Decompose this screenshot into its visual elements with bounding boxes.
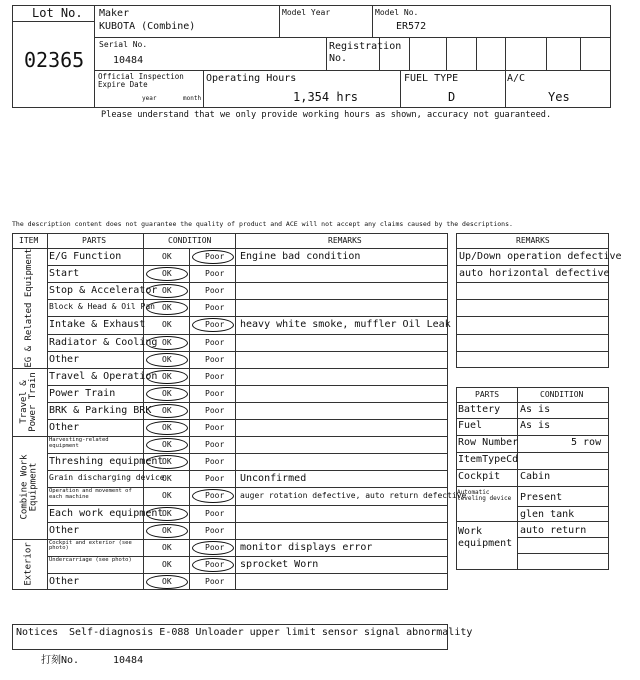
divider	[47, 573, 448, 574]
serial-label: Serial No.	[99, 40, 148, 49]
item-header: ITEM	[19, 236, 39, 245]
divider	[12, 21, 94, 22]
ok-label: OK	[162, 423, 172, 432]
part-label: Other	[49, 353, 80, 365]
divider	[47, 265, 448, 266]
part-label: Power Train	[49, 387, 116, 399]
work-value-1: glen tank	[520, 509, 575, 520]
battery-label: Battery	[458, 404, 501, 415]
part-label: Operation and movement of each machine	[49, 488, 132, 501]
divider	[94, 37, 611, 38]
divider	[47, 299, 448, 300]
month-label: month	[183, 95, 202, 102]
auto-leveling-label: Automatic leveling device	[457, 489, 512, 503]
poor-label: Poor	[205, 320, 225, 330]
divider	[47, 505, 448, 506]
ok-circle	[146, 575, 188, 589]
poor-label: Poor	[205, 303, 225, 313]
poor-label: Poor	[205, 491, 225, 501]
ok-circle	[146, 353, 188, 367]
poor-label: Poor	[205, 440, 225, 450]
part-label: Radiator & Cooling	[49, 336, 158, 348]
ac-label: A/C	[507, 73, 526, 84]
ok-label: OK	[162, 320, 172, 330]
group-label: Travel & Power Train	[19, 372, 39, 432]
inspection-label: Official Inspection Expire Date	[98, 72, 184, 89]
divider	[580, 37, 581, 70]
part-label: Other	[49, 422, 80, 433]
divider	[456, 469, 609, 470]
group-label: Combine Work Equipment	[19, 454, 39, 520]
divider	[456, 282, 609, 283]
divider	[400, 70, 401, 108]
divider	[446, 37, 447, 70]
item-type-label: ItemTypeCd	[458, 454, 519, 465]
poor-label: Poor	[205, 525, 225, 535]
poor-label: Poor	[205, 371, 225, 381]
divider	[47, 453, 448, 454]
divider	[12, 368, 448, 369]
row-number-label: Row Number	[458, 437, 519, 448]
divider	[456, 351, 609, 352]
remark-text: Unconfirmed	[240, 473, 307, 485]
ok-circle	[146, 404, 188, 418]
ok-label: OK	[162, 440, 172, 450]
divider	[47, 385, 448, 386]
condition-header: CONDITION	[168, 236, 212, 245]
poor-label: Poor	[205, 559, 225, 569]
divider	[47, 351, 448, 352]
remark-line: auto horizontal defective	[459, 268, 610, 280]
group-label: EG & Related Equipment	[23, 248, 34, 368]
poor-label: Poor	[205, 542, 225, 552]
serial-value: 10484	[113, 55, 144, 66]
parts-header: PARTS	[82, 236, 107, 245]
divider	[47, 282, 448, 283]
ok-label: OK	[162, 405, 172, 415]
lot-label: Lot No.	[32, 6, 83, 20]
parts-header: PARTS	[475, 390, 500, 399]
ok-label: OK	[162, 252, 172, 261]
poor-label: Poor	[205, 252, 225, 261]
poor-label: Poor	[205, 508, 225, 518]
notices-text: Self-diagnosis E-088 Unloader upper limit sensor signal abnormality	[69, 627, 473, 638]
divider	[517, 387, 518, 570]
ok-label: OK	[162, 474, 172, 484]
work-value-2: auto return	[520, 525, 587, 536]
divider	[476, 37, 477, 70]
hours-label: Operating Hours	[206, 73, 297, 84]
ok-label: OK	[162, 576, 172, 586]
divider	[505, 37, 506, 70]
divider	[546, 37, 547, 70]
fuel-type-value: D	[448, 90, 456, 104]
divider	[47, 419, 448, 420]
hours-value: 1,354 hrs	[293, 90, 359, 104]
lot-number: 02365	[24, 48, 85, 72]
remark-text: auger rotation defective, auto return defective	[240, 491, 467, 501]
divider	[94, 5, 95, 108]
divider	[456, 435, 609, 436]
ok-label: OK	[162, 337, 172, 347]
divider	[456, 486, 609, 487]
part-label: Each work equipment	[49, 507, 164, 519]
ok-circle	[146, 507, 188, 521]
divider	[456, 316, 609, 317]
ok-label: OK	[162, 559, 172, 569]
divider	[94, 70, 611, 71]
remark-text: monitor displays error	[240, 541, 373, 553]
poor-label: Poor	[205, 405, 225, 415]
divider	[203, 70, 204, 108]
divider	[517, 506, 609, 507]
ok-circle	[146, 370, 188, 384]
fuel-value: As is	[520, 420, 551, 431]
part-label: Travel & Operation	[49, 370, 158, 382]
model-no-value: ER572	[396, 21, 427, 32]
ok-label: OK	[162, 457, 172, 467]
poor-label: Poor	[205, 269, 225, 279]
battery-value: As is	[520, 404, 551, 415]
remarks-header: REMARKS	[516, 236, 550, 245]
cockpit-value: Cabin	[520, 471, 551, 482]
poor-label: Poor	[205, 474, 225, 484]
auto-leveling-value: Present	[520, 492, 563, 503]
part-label: Other	[49, 575, 80, 587]
maker-label: Maker	[99, 8, 130, 19]
part-label: Intake & Exhaust	[49, 319, 146, 331]
ok-circle	[146, 336, 188, 350]
poor-label: Poor	[205, 286, 225, 296]
divider	[47, 522, 448, 523]
poor-label: Poor	[205, 457, 225, 467]
part-label: Undercarriage (see photo)	[49, 556, 132, 563]
ok-circle	[146, 438, 188, 452]
divider	[12, 248, 448, 249]
divider	[47, 334, 448, 335]
ok-circle	[146, 524, 188, 538]
divider	[47, 402, 448, 403]
registration-label: Registration No.	[329, 41, 402, 64]
ok-label: OK	[162, 508, 172, 518]
part-label: Other	[49, 524, 80, 536]
ok-circle	[146, 267, 188, 281]
divider	[326, 37, 327, 70]
remark-text: heavy white smoke, muffler Oil Leak	[240, 319, 451, 331]
part-label: Grain discharging device	[49, 473, 165, 483]
ok-label: OK	[162, 269, 172, 279]
divider	[517, 537, 609, 538]
stamp-value: 10484	[113, 655, 144, 666]
divider	[456, 265, 609, 266]
divider	[409, 37, 410, 70]
hours-note: Please understand that we only provide working hours as shown, accuracy not guaranteed.	[101, 110, 552, 120]
poor-label: Poor	[205, 337, 225, 347]
poor-circle	[192, 541, 234, 555]
stamp-label: 打刻No.	[41, 655, 80, 666]
remark-line: Up/Down operation defective	[459, 251, 622, 262]
part-label: Cockpit and exterior (see photo)	[49, 539, 132, 552]
model-year-label: Model Year	[282, 8, 331, 17]
divider	[279, 5, 280, 37]
remark-text: sprocket Worn	[240, 558, 319, 570]
divider	[47, 470, 448, 471]
ok-label: OK	[162, 525, 172, 535]
divider	[456, 452, 609, 453]
divider	[456, 299, 609, 300]
ok-label: OK	[162, 286, 172, 296]
part-label: E/G Function	[49, 251, 122, 262]
poor-label: Poor	[205, 423, 225, 432]
maker-value: KUBOTA (Combine)	[99, 21, 196, 32]
ok-label: OK	[162, 354, 172, 364]
fuel-type-label: FUEL TYPE	[404, 73, 459, 84]
poor-circle	[192, 250, 234, 264]
ok-label: OK	[162, 303, 172, 313]
remark-text: Engine bad condition	[240, 251, 361, 262]
cockpit-label: Cockpit	[458, 471, 501, 482]
notices-label: Notices	[16, 627, 59, 638]
divider	[456, 334, 609, 335]
condition-header: CONDITION	[540, 390, 584, 399]
divider	[47, 233, 48, 590]
fuel-label: Fuel	[458, 420, 483, 431]
ok-label: OK	[162, 371, 172, 381]
divider	[517, 553, 609, 554]
part-label: Threshing equipment	[49, 456, 164, 468]
divider	[372, 5, 373, 37]
poor-label: Poor	[205, 576, 225, 586]
poor-label: Poor	[205, 388, 225, 398]
year-label: year	[142, 95, 157, 102]
work-equipment-label: Work equipment	[458, 526, 513, 549]
ac-value: Yes	[548, 90, 570, 104]
part-label: Block & Head & Oil Pan	[49, 302, 155, 312]
ok-circle	[146, 421, 188, 435]
divider	[235, 233, 236, 590]
divider	[456, 418, 609, 419]
part-label: Stop & Accelerator	[49, 285, 158, 297]
poor-label: Poor	[205, 354, 225, 364]
divider	[505, 70, 506, 108]
ok-label: OK	[162, 542, 172, 552]
part-label: Harvesting-related equipment	[49, 437, 109, 449]
ok-circle	[146, 387, 188, 401]
divider	[456, 402, 609, 403]
disclaimer: The description content does not guarantee the quality of product and ACE will not accept any claims caused by the descriptions.	[12, 220, 513, 228]
ok-label: OK	[162, 491, 172, 501]
divider	[47, 316, 448, 317]
divider	[456, 248, 609, 249]
model-no-label: Model No.	[375, 8, 419, 17]
ok-label: OK	[162, 388, 172, 398]
part-label: Start	[49, 268, 80, 280]
divider	[456, 521, 609, 522]
part-label: BRK & Parking BRK	[49, 404, 152, 416]
poor-circle	[192, 558, 234, 572]
remarks-header: REMARKS	[328, 236, 362, 245]
group-label: Exterior	[23, 542, 34, 587]
row-number-value: 5 row	[571, 437, 602, 448]
